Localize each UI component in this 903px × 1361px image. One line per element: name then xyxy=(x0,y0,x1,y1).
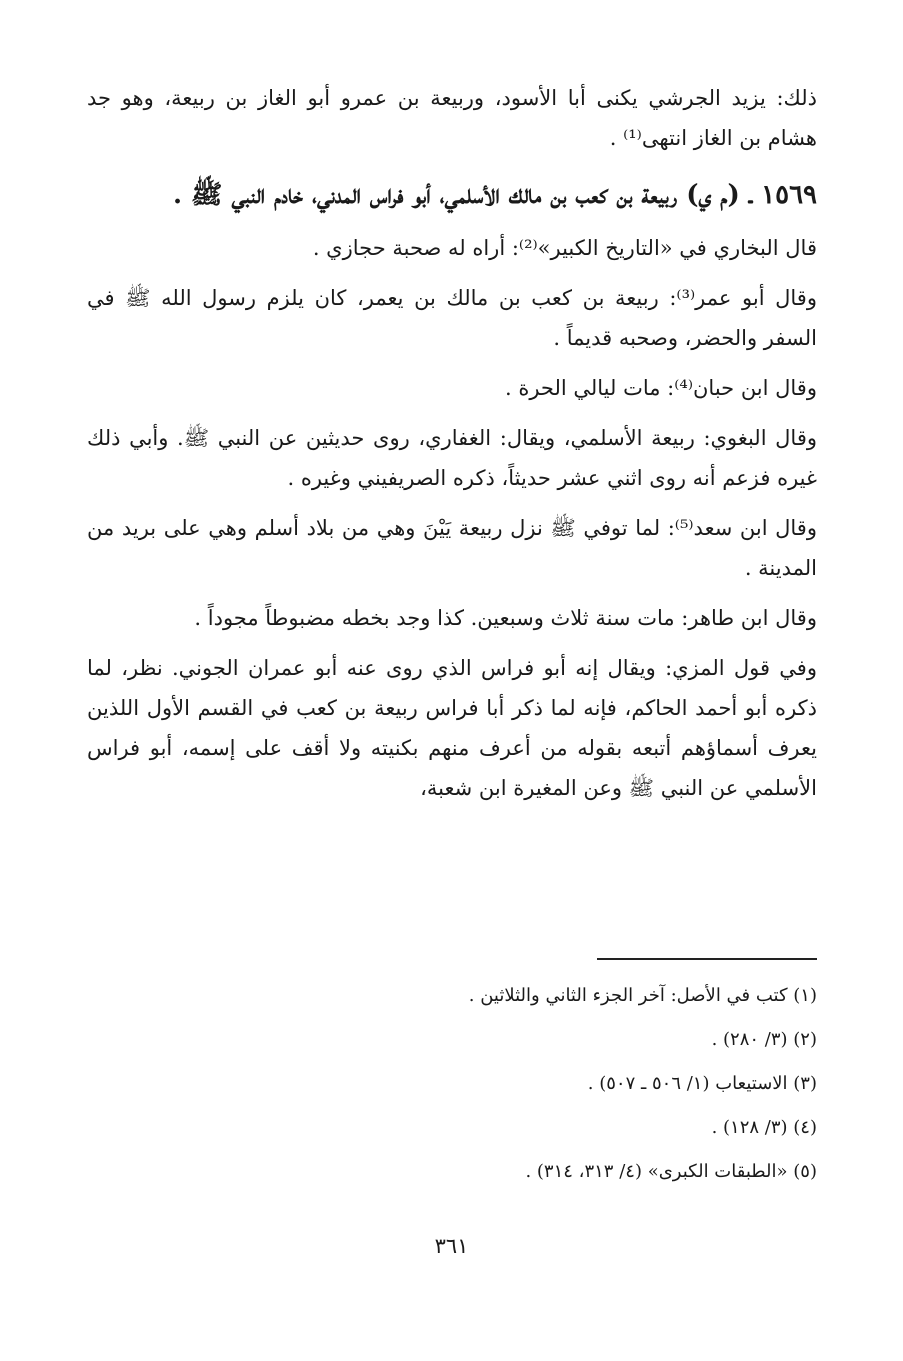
paragraph-continuation: ذلك: يزيد الجرشي يكنى أبا الأسود، وربيعة بن عمرو أبو الغاز بن ربيعة، وهو جد هشام بن الغاز انتهى⁽¹⁾ . xyxy=(87,86,817,150)
paragraph-mizzi: وفي قول المزي: ويقال إنه أبو فراس الذي روى عنه أبو عمران الجوني. نظر، لما ذكره أبو أحمد الحاكم، فإنه لما ذكر أبا فراس ربيعة بن كعب في القسم الأول اللذين يعرف أسماؤهم أتبعه بقوله من أعرف منهم بكنيته ولا أقف على إسمه، أبو فراس الأسلمي عن النبي ﷺ وعن المغيرة ابن شعبة، xyxy=(87,656,817,800)
footnote-2: (٢) (٣/ ٢٨٠) . xyxy=(711,1029,817,1050)
paragraph-ibn-saad: وقال ابن سعد⁽⁵⁾: لما توفي ﷺ نزل ربيعة يَيْنَ وهي من بلاد أسلم وهي على بريد من المدينة . xyxy=(87,516,817,580)
paragraph-ibn-hibban: وقال ابن حبان⁽⁴⁾: مات ليالي الحرة . xyxy=(504,376,817,400)
footnotes-list xyxy=(87,974,817,1194)
page-number: ٣٦١ xyxy=(434,1234,469,1258)
main-text xyxy=(87,78,817,818)
paragraph-ibn-tahir: وقال ابن طاهر: مات سنة ثلاث وسبعين. كذا وجد بخطه مضبوطاً مجوداً . xyxy=(194,606,817,630)
footnote-4: (٤) (٣/ ١٢٨) . xyxy=(711,1117,817,1138)
footnote-3: (٣) الاستيعاب (١/ ٥٠٦ ـ ٥٠٧) . xyxy=(587,1073,817,1094)
paragraph-bukhari: قال البخاري في «التاريخ الكبير»⁽²⁾: أراه له صحبة حجازي . xyxy=(312,236,817,260)
paragraph-baghawi: وقال البغوي: ربيعة الأسلمي، ويقال: الغفاري، روى حديثين عن النبي ﷺ. وأبي ذلك غيره فزعم أنه روى اثني عشر حديثاً، ذكره الصريفيني وغيره . xyxy=(87,426,817,490)
paragraph-abu-umar: وقال أبو عمر⁽³⁾: ربيعة بن كعب بن مالك بن يعمر، كان يلزم رسول الله ﷺ في السفر والحضر، وصحبه قديماً . xyxy=(87,286,817,350)
footnote-divider xyxy=(597,958,817,960)
footnote-1: (١) كتب في الأصل: آخر الجزء الثاني والثلاثين . xyxy=(468,985,817,1006)
entry-heading: ١٥٦٩ ـ (م ي) ربيعة بن كعب بن مالك الأسلمي، أبو فراس المدني، خادم النبي ﷺ . xyxy=(172,180,817,210)
footnote-5: (٥) «الطبقات الكبرى» (٤/ ٣١٣، ٣١٤) . xyxy=(525,1161,817,1182)
